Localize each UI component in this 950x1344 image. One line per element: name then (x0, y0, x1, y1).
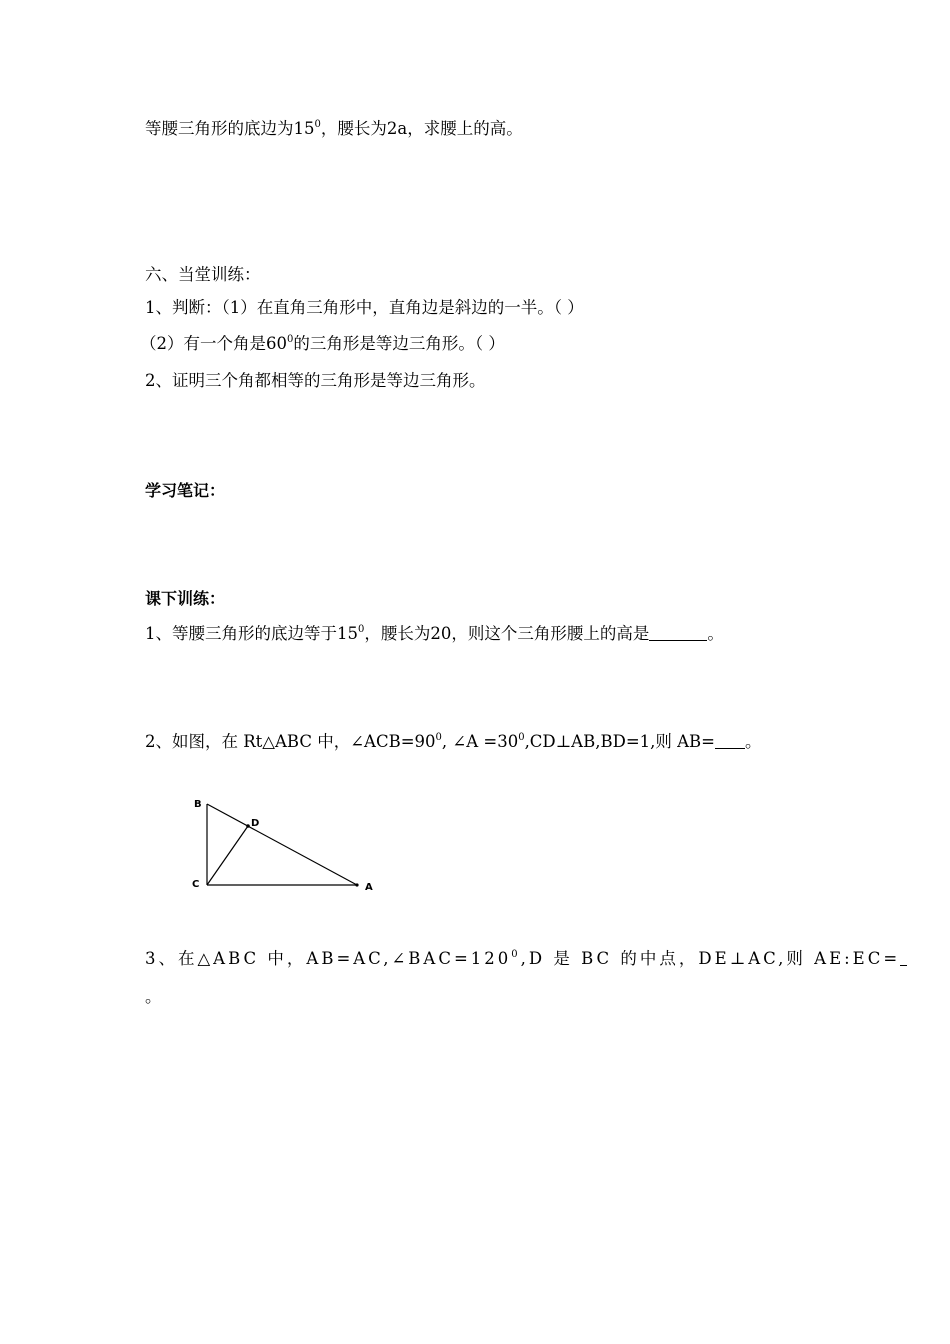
homework-q1 (145, 623, 724, 645)
homework-q3-text-1: 3、在△ABC 中，AB=AC,∠BAC=120 (145, 949, 512, 968)
homework-q3-end: 。 (145, 987, 162, 1006)
homework-q3 (145, 948, 907, 970)
triangle-figure (185, 792, 385, 902)
homework-q1-degree: 15 (337, 624, 358, 643)
homework-q1-text-3: ，则这个三角形腰上的高是 (451, 624, 650, 643)
top-problem-degree: 15 (293, 119, 315, 138)
homework-heading: 课下训练： (145, 589, 226, 608)
homework-q1-end: 。 (707, 624, 724, 643)
label-a: A (365, 882, 373, 893)
section6-q1: 1、判断：（1）在直角三角形中，直角边是斜边的一半。（ ） (145, 298, 584, 317)
homework-q1-text-2: ，腰长为 (364, 624, 431, 643)
homework-q2-text-1: 2、如图，在 Rt△ABC 中，∠ACB=90 (145, 732, 436, 751)
homework-q2-text-2: , ∠A =30 (441, 732, 519, 751)
degree-superscript: 0 (518, 732, 525, 743)
segment-cd (207, 826, 248, 885)
homework-q2 (145, 731, 762, 753)
label-b: B (194, 799, 202, 810)
section6-q1b (140, 333, 505, 355)
section6-q1b-degree: 60 (266, 334, 287, 353)
point-d (246, 824, 250, 828)
point-a (355, 883, 358, 886)
segment-ba (207, 804, 357, 885)
top-problem-length: 2a (386, 119, 408, 138)
answer-blank[interactable] (900, 949, 907, 966)
notes-heading: 学习笔记： (145, 481, 226, 500)
degree-superscript: 0 (511, 949, 521, 960)
top-problem-text-3: ，求腰上的高。 (407, 119, 523, 138)
section6-q2: 2、证明三个角都相等的三角形是等边三角形。 (145, 371, 486, 390)
label-c: C (192, 879, 200, 890)
homework-q3-text-2: ,D 是 BC 的中点，DE⊥AC,则 AE:EC= (520, 949, 901, 968)
homework-q1-text-1: 1、等腰三角形的底边等于 (145, 624, 337, 643)
homework-q2-text-3: ,CD⊥AB,BD=1,则 AB= (524, 732, 715, 751)
label-d: D (251, 818, 260, 829)
homework-q1-length: 20 (430, 624, 452, 643)
top-problem-text-1: 等腰三角形的底边为 (145, 119, 294, 138)
degree-superscript: 0 (435, 732, 442, 743)
degree-superscript: 0 (287, 334, 294, 345)
section6-heading: 六、当堂训练： (145, 265, 261, 284)
homework-q2-end: 。 (745, 732, 762, 751)
answer-blank[interactable] (715, 732, 745, 749)
section6-q1b-text-2: 的三角形是等边三角形。（ ） (293, 334, 505, 353)
top-problem (145, 118, 523, 140)
degree-superscript: 0 (358, 624, 365, 635)
answer-blank[interactable] (649, 624, 707, 641)
top-problem-text-2: ，腰长为 (320, 119, 387, 138)
degree-superscript: 0 (314, 119, 321, 130)
section6-q1b-text-1: （2）有一个角是 (140, 334, 266, 353)
